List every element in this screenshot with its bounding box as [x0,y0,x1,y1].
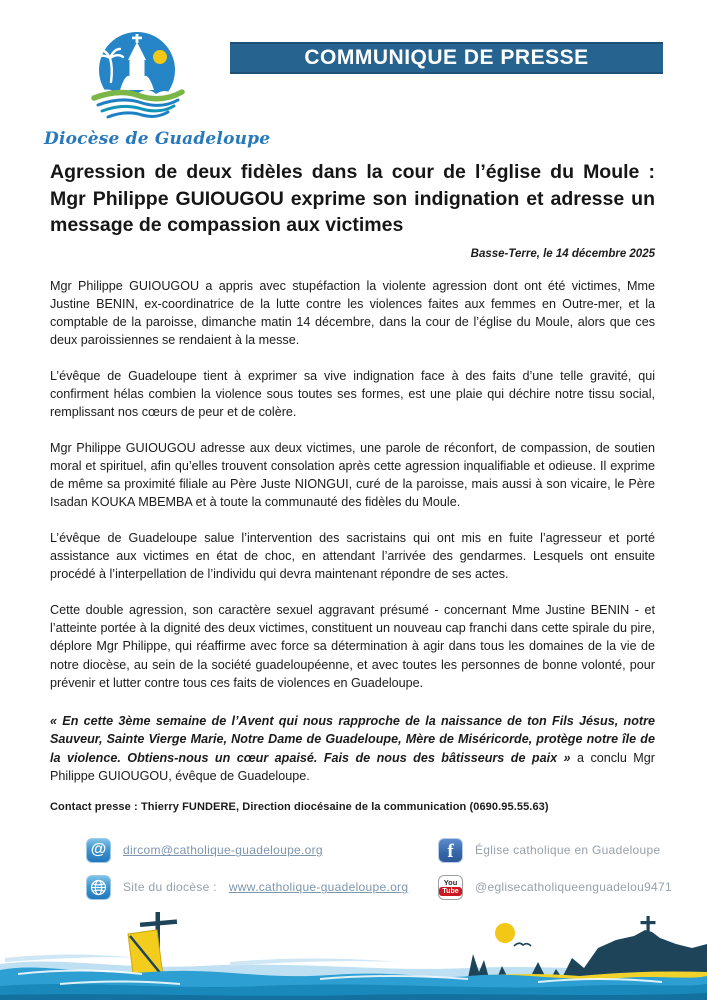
paragraph: Mgr Philippe GUIOUGOU a appris avec stupéfaction la violente agression dont ont été victimes, Mme Justine BENIN, ex-coordinatrice de la lutte contre les violences faites aux femmes en Outre-mer, et la comptable de la paroisse, dimanche matin 14 décembre, dans la cour de l’église du Moule, alors que ces deux paroissiennes se rendaient à la messe. [50,278,655,348]
headline: Agression de deux fidèles dans la cour de l’église du Moule : Mgr Philippe GUIOUGOU exprime son indignation et adresse un message de compassion aux victimes [50,161,655,236]
facebook-label: Église catholique en Guadeloupe [475,843,661,858]
paragraph: Mgr Philippe GUIOUGOU adresse aux deux victimes, une parole de réconfort, de compassion, de soutien moral et spirituel, afin qu’elles trouvent consolation après cette agression inqualifiable et odieuse. Il exprime de même sa proximité filiale au Père Juste NIONGUI, curé de la paroisse, mais aussi à son vicaire, le Père Isadan KOUKA MBEMBA et à toute la communauté des fidèles du Moule. [50,440,655,510]
facebook-icon [438,838,463,863]
facebook-f-glyph: f [447,841,454,863]
dateline: Basse-Terre, le 14 décembre 2025 [470,247,655,260]
email-row [86,837,438,863]
press-contact: Contact presse : Thierry FUNDERE, Direction diocésaine de la communication (0690.95.55.63) [50,801,549,814]
quote-attribution: a conclu Mgr Philippe GUIOUGOU, évêque de Guadeloupe. [50,750,655,784]
sun-icon [495,923,515,943]
paragraph: Cette double agression, son caractère sexuel aggravant présumé - concernant Mme Justine BENIN - et l’atteinte portée à la dignité des deux victimes, constituent un nouveau cap franchi dans cette spirale du pire, déplore Mgr Philippe, qui réaffirme avec force sa détermination à agir dans tous les domaines de la vie de notre diocèse, au sein de la société guadeloupéenne, et avec toutes les personnes de bonne volonté, pour prévenir et lutter contre tous ces faits de violences en Guadeloupe. [50,602,655,690]
email-at-icon [86,838,111,863]
footer-illustration [0,892,707,1000]
diocese-logo [44,30,271,149]
youtube-tube-glyph: Tube [439,887,461,896]
closing-quote [50,712,655,785]
diocese-logo-icon [62,30,212,122]
press-release-banner [230,42,663,74]
header [0,0,707,149]
website-label: Site du diocèse : [123,880,217,895]
logo-wordmark: Diocèse de Guadeloupe [44,129,271,149]
email-link[interactable]: dircom@catholique-guadeloupe.org [123,843,323,858]
article-body [50,277,655,786]
bird-icon [514,943,531,946]
footer-links [86,837,672,900]
paragraph: L’évêque de Guadeloupe tient à exprimer sa vive indignation face à des faits d’une telle gravité, qui confirment hélas combien la violence sous toutes ses formes, est une plaie qui déchire notre tissu social, remplissant nos cœurs de peur et de colère. [50,368,655,420]
at-glyph: @ [90,841,107,859]
website-link[interactable]: www.catholique-guadeloupe.org [228,880,409,895]
logo-sun-icon [153,50,167,64]
youtube-you-glyph: You [443,877,458,887]
youtube-handle: @eglisecatholiqueenguadelou9471 [475,880,672,895]
banner-title: COMMUNIQUE DE PRESSE [304,46,589,69]
quote-text: « En cette 3ème semaine de l’Avent qui nous rapproche de la naissance de ton Fils Jésus, notre Sauveur, Sainte Vierge Marie, Notre Dame de Guadeloupe, Mère de Miséricorde, protège notre île de la violence. Obtiens-nous un cœur apaisé. Fais de nous des bâtisseurs de paix » [50,714,655,765]
paragraph: L’évêque de Guadeloupe salue l’intervention des sacristains qui ont mis en fuite l’agresseur et porté assistance aux victimes en état de choc, en attendant l’arrivée des gendarmes. Lesquels ont ensuite procédé à l’interpellation de l’individu qui devra maintenant répondre de ses actes. [50,530,655,582]
facebook-row [438,837,672,863]
